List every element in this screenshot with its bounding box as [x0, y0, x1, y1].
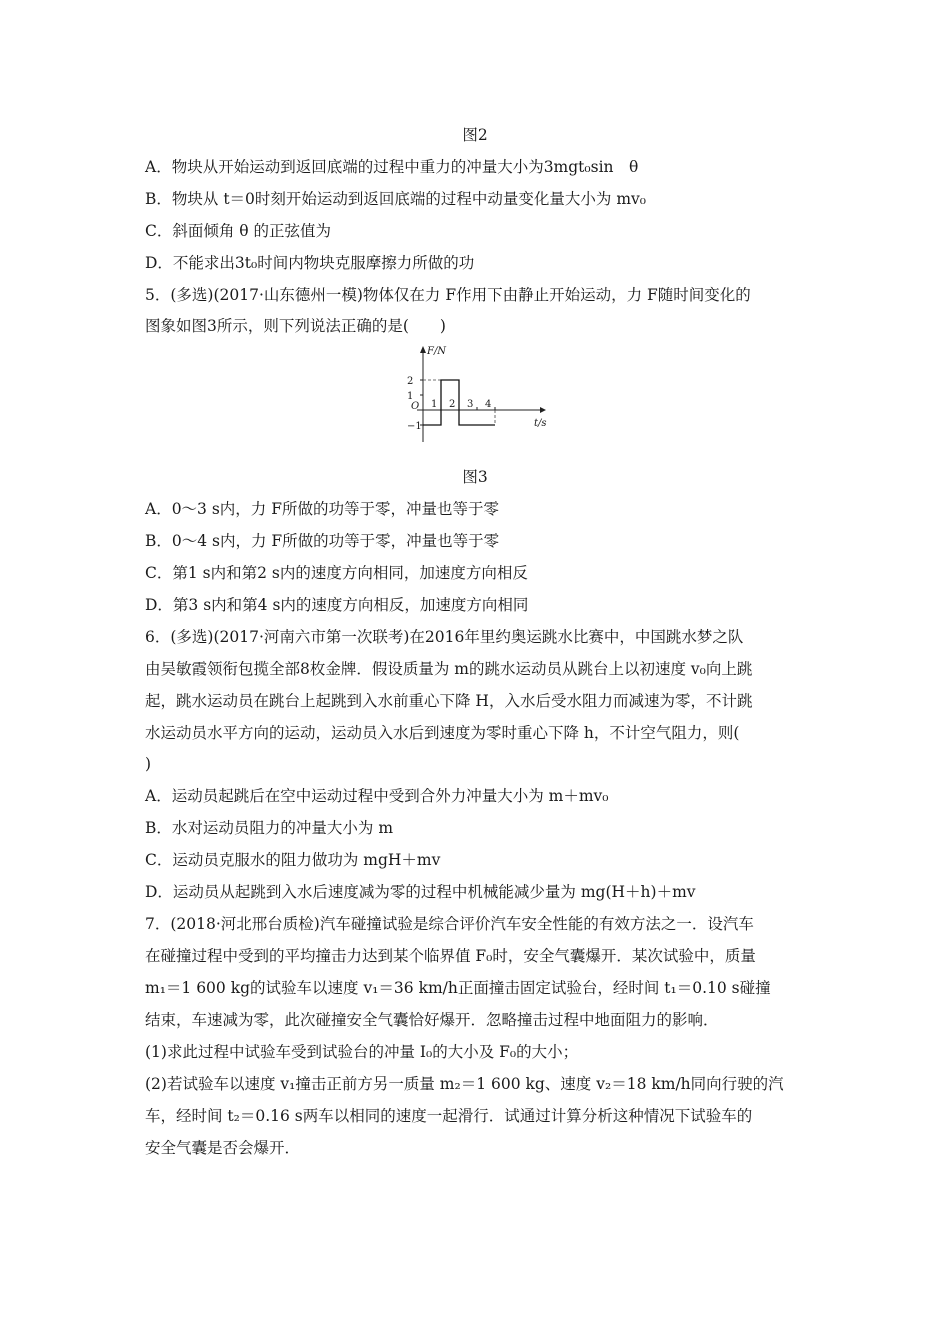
q7-subquestion-2-line-3: 安全气囊是否会爆开． — [145, 1139, 301, 1157]
q7-stem-line-3: m₁＝1 600 kg的试验车以速度 v₁＝36 km/h正面撞击固定试验台，经时间 t₁＝0.10 s碰撞 — [145, 979, 771, 997]
y-tick-label: 1 — [407, 391, 414, 402]
q4-option-d: D．不能求出3t₀时间内物块克服摩擦力所做的功 — [145, 254, 475, 272]
q5-stem-line-2: 图象如图3所示，则下列说法正确的是( ) — [145, 317, 446, 335]
q6-stem-line-4: 水运动员水平方向的运动，运动员入水后到速度为零时重心下降 h，不计空气阻力，则( — [145, 724, 740, 742]
q6-option-d: D．运动员从起跳到入水后速度减为零的过程中机械能减少量为 mg(H＋h)＋mv — [145, 883, 696, 901]
q7-subquestion-2-line-2: 车，经时间 t₂＝0.16 s两车以相同的速度一起滑行．试通过计算分析这种情况下试验车的 — [145, 1107, 753, 1125]
x-axis-arrow — [540, 407, 546, 413]
q4-option-b: B．物块从 t＝0时刻开始运动到返回底端的过程中动量变化量大小为 mv₀ — [145, 190, 647, 208]
q6-stem-line-2: 由吴敏霞领衔包揽全部8枚金牌．假设质量为 m的跳水运动员从跳台上以初速度 v₀向上跳 — [145, 660, 753, 678]
q4-option-a: A．物块从开始运动到返回底端的过程中重力的冲量大小为3mgt₀sin θ — [145, 158, 639, 176]
y-tick-label: 2 — [407, 376, 414, 387]
x-tick-label: 3 — [467, 399, 474, 410]
q7-stem-line-2: 在碰撞过程中受到的平均撞击力达到某个临界值 F₀时，安全气囊爆开．某次试验中，质量 — [145, 947, 756, 965]
figure-3-caption: 图3 — [462, 468, 488, 486]
x-tick-label: 4 — [485, 399, 492, 410]
q5-option-b: B．0～4 s内，力 F所做的功等于零，冲量也等于零 — [145, 532, 500, 550]
x-tick-label: 1 — [431, 399, 438, 410]
q6-option-b: B．水对运动员阻力的冲量大小为 m — [145, 819, 394, 837]
q7-subquestion-1: (1)求此过程中试验车受到试验台的冲量 I₀的大小及 F₀的大小； — [145, 1043, 579, 1061]
force-time-graph — [390, 342, 560, 450]
q5-option-c: C．第1 s内和第2 s内的速度方向相同，加速度方向相反 — [145, 564, 528, 582]
y-tick-label: −1 — [407, 421, 422, 432]
q7-stem-line-4: 结束，车速减为零，此次碰撞安全气囊恰好爆开．忽略撞击过程中地面阻力的影响． — [145, 1011, 719, 1029]
y-axis-arrow — [420, 346, 426, 353]
y-axis-label: F/N — [427, 346, 447, 357]
q6-stem-line-3: 起，跳水运动员在跳台上起跳到入水前重心下降 H，入水后受水阻力而减速为零，不计跳 — [145, 692, 753, 710]
q6-option-a: A．运动员起跳后在空中运动过程中受到合外力冲量大小为 m＋mv₀ — [145, 787, 609, 805]
q6-option-c: C．运动员克服水的阻力做功为 mgH＋mv — [145, 851, 441, 869]
origin-label: O — [411, 401, 420, 412]
q6-stem-line-1: 6．(多选)(2017·河南六市第一次联考)在2016年里约奥运跳水比赛中，中国跳水梦之队 — [145, 628, 744, 646]
x-axis-label: t/s — [534, 418, 547, 429]
q5-option-d: D．第3 s内和第4 s内的速度方向相反，加速度方向相同 — [145, 596, 529, 614]
q6-stem-line-5: ) — [145, 755, 152, 773]
x-tick-label: 2 — [449, 399, 456, 410]
q4-option-c: C．斜面倾角 θ 的正弦值为 — [145, 222, 332, 240]
figure-2-caption: 图2 — [462, 126, 488, 144]
q7-subquestion-2-line-1: (2)若试验车以速度 v₁撞击正前方另一质量 m₂＝1 600 kg、速度 v₂＝18 km/h同向行驶的汽 — [145, 1075, 784, 1093]
q5-option-a: A．0～3 s内，力 F所做的功等于零，冲量也等于零 — [145, 500, 499, 518]
q7-stem-line-1: 7．(2018·河北邢台质检)汽车碰撞试验是综合评价汽车安全性能的有效方法之一．设汽车 — [145, 915, 754, 933]
q5-stem-line-1: 5．(多选)(2017·山东德州一模)物体仅在力 F作用下由静止开始运动，力 F随时间变化的 — [145, 286, 751, 304]
